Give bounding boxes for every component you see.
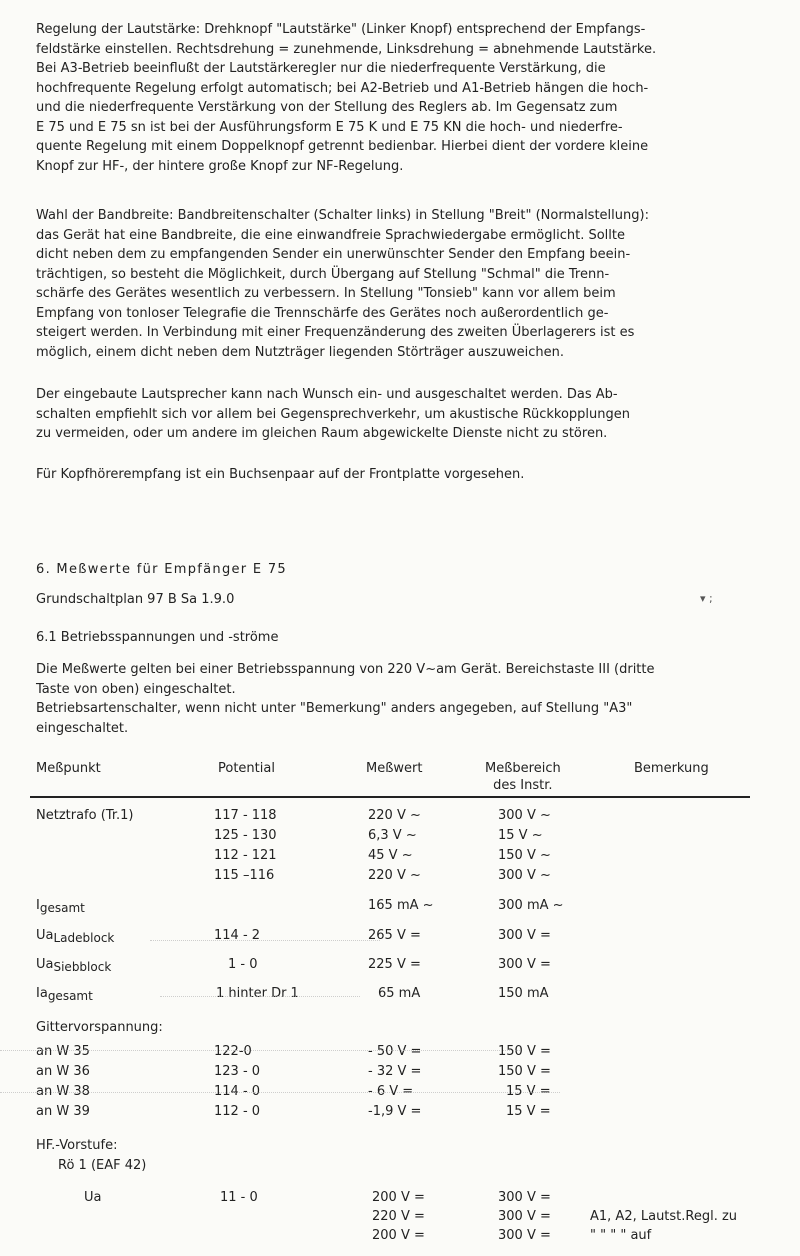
cell-messbereich: 300 V = [498,1190,551,1205]
text-line: zu vermeiden, oder um andere im gleichen Raum abgewickelte Dienste nicht zu stören. [36,426,608,441]
table-row [0,957,800,977]
text-line: das Gerät hat eine Bandbreite, die eine einwandfreie Sprachwiedergabe ermöglicht. Sollte [36,227,625,243]
row-label [36,986,93,1003]
text-line: schärfe des Gerätes wesentlich zu verbessern. In Stellung "Tonsieb" kann vor allem beim [36,286,616,301]
cell-potential: 125 - 130 [214,828,277,843]
cell-messwert: 165 mA ~ [368,898,434,913]
cell-messwert: 45 V ~ [368,848,413,863]
cell-messbereich: 150 mA [498,986,549,1001]
cell-messwert: - 6 V = [368,1084,414,1099]
cell-messwert: 200 V = [372,1190,425,1205]
cell-potential: 117 - 118 [214,808,277,823]
symbol-subscript: Siebblock [53,960,112,974]
stray-mark: ▾ ; [700,592,713,605]
text-line: hochfrequente Regelung erfolgt automatisch; bei A2-Betrieb und A1-Betrieb hängen die hoch- [36,80,649,96]
cell-potential: 1 hinter Dr 1 [216,986,299,1001]
tube-label: Rö 1 (EAF 42) [58,1158,147,1173]
text-line: feldstärke einstellen. Rechtsdrehung = zunehmende, Linksdrehung = abnehmende Lautstärke. [36,41,657,57]
table-row [0,928,800,948]
cell-messbereich: 300 V = [498,928,551,943]
cell-messwert: -1,9 V = [368,1104,422,1119]
row-label: Ua [84,1190,102,1205]
table-row [0,848,800,868]
cell-bemerkung: " " " " auf [590,1228,652,1243]
cell-messbereich: 300 V = [498,1228,551,1243]
text-line: Knopf zur HF-, der hintere große Knopf zur NF-Regelung. [36,158,404,174]
text-line: steigert werden. In Verbindung mit einer Frequenzänderung des zweiten Überlagerers ist es [36,325,635,340]
table-row [0,828,800,848]
intro-paragraph [36,660,756,738]
symbol-subscript: gesamt [47,989,93,1003]
table-row [0,868,800,888]
column-header-messbereich-line1: Meßbereich [485,761,561,776]
scan-noise [0,1050,520,1052]
cell-bemerkung: A1, A2, Lautst.Regl. zu [590,1209,738,1224]
text-line: Betriebsartenschalter, wenn nicht unter "Bemerkung" anders angegeben, auf Stellung "A3" [36,701,633,716]
cell-messbereich: 150 V ~ [498,848,551,863]
table-row [0,808,800,828]
cell-messbereich: 150 V = [498,1044,551,1059]
paragraph-bandwidth [36,206,756,362]
symbol: Ua [36,928,54,943]
cell-messbereich: 15 V ~ [498,828,543,843]
cell-messwert: 220 V ~ [368,808,421,823]
cell-potential: 123 - 0 [214,1064,261,1079]
row-label [36,957,111,974]
cell-messwert: 220 V ~ [368,868,421,883]
column-header-messwert: Meßwert [366,761,423,776]
header-rule [30,796,750,798]
row-label: an W 35 [36,1044,90,1059]
table-row [0,1084,800,1104]
group-label-gittervorspannung: Gittervorspannung: [36,1020,163,1035]
cell-messwert: 200 V = [372,1228,425,1243]
text-line: Taste von oben) eingeschaltet. [36,681,236,697]
text-line: Für Kopfhörerempfang ist ein Buchsenpaar auf der Frontplatte vorgesehen. [36,467,525,482]
cell-messbereich: 15 V = [506,1084,551,1099]
schematic-reference: Grundschaltplan 97 B Sa 1.9.0 [36,592,235,607]
table-row [0,986,800,1006]
cell-messwert: 220 V = [372,1209,425,1224]
row-label [36,898,85,915]
row-label: Netztrafo (Tr.1) [36,808,134,823]
symbol: Ua [36,957,54,972]
scan-noise [0,1092,560,1094]
symbol-subscript: Ladeblock [53,931,115,945]
symbol: Ia [36,986,48,1001]
symbol: I [36,898,40,913]
cell-messbereich: 300 V = [498,1209,551,1224]
row-label: an W 36 [36,1064,90,1079]
table-row [0,1104,800,1124]
column-header-messbereich-line2: des Instr. [493,778,553,793]
table-row [0,1228,800,1248]
row-label: an W 39 [36,1104,90,1119]
cell-potential: 122-0 [214,1044,252,1059]
text-line: Wahl der Bandbreite: Bandbreitenschalter (Schalter links) in Stellung "Breit" (Normalstellung): [36,208,649,223]
cell-messbereich: 300 V ~ [498,808,551,823]
cell-potential: 114 - 0 [214,1084,261,1099]
cell-potential: 11 - 0 [220,1190,258,1205]
row-label [36,928,114,945]
scan-noise [160,996,360,998]
cell-messbereich: 300 V = [498,957,551,972]
column-header-potential: Potential [218,761,275,776]
column-header-messbereich [485,760,561,794]
text-line: E 75 und E 75 sn ist bei der Ausführungsform E 75 K und E 75 KN die hoch- und niederfre- [36,119,623,135]
section-heading: 6. Meßwerte für Empfänger E 75 [36,562,287,577]
text-line: quente Regelung mit einem Doppelknopf getrennt bedienbar. Hierbei dient der vordere kleine [36,139,649,154]
subsection-heading: 6.1 Betriebsspannungen und -ströme [36,630,279,645]
text-line: Bei A3-Betrieb beeinflußt der Lautstärkeregler nur die niederfrequente Verstärkung, die [36,61,606,76]
paragraph-speaker [36,385,756,444]
cell-potential: 112 - 0 [214,1104,261,1119]
column-header-bemerkung: Bemerkung [634,761,709,776]
cell-messwert: - 50 V = [368,1044,422,1059]
table-row [0,1209,800,1229]
paragraph-headphones [36,465,756,485]
symbol-subscript: gesamt [39,901,85,915]
text-line: und die niederfrequente Verstärkung von der Stellung des Reglers ab. Im Gegensatz zum [36,100,618,115]
cell-messwert: 225 V = [368,957,421,972]
cell-messbereich: 300 V ~ [498,868,551,883]
scan-noise [150,940,380,942]
cell-messwert: 6,3 V ~ [368,828,417,843]
text-line: dicht neben dem zu empfangenden Sender ein unerwünschter Sender den Empfang beein- [36,247,631,262]
cell-messwert: 65 mA [378,986,421,1001]
cell-messbereich: 150 V = [498,1064,551,1079]
cell-messbereich: 300 mA ~ [498,898,564,913]
text-line: Regelung der Lautstärke: Drehknopf "Lautstärke" (Linker Knopf) entsprechend der Empfangs- [36,22,646,37]
cell-messwert: 265 V = [368,928,421,943]
cell-potential: 114 - 2 [214,928,261,943]
cell-potential: 1 - 0 [228,957,258,972]
table-row [0,898,800,918]
cell-potential: 115 –116 [214,868,275,883]
cell-messwert: - 32 V = [368,1064,422,1079]
cell-potential: 112 - 121 [214,848,277,863]
text-line: Der eingebaute Lautsprecher kann nach Wunsch ein- und ausgeschaltet werden. Das Ab- [36,387,618,402]
table-row [0,1044,800,1064]
text-line: Empfang von tonloser Telegrafie die Trennschärfe des Gerätes noch außerordentlich ge- [36,305,609,321]
column-header-messpunkt: Meßpunkt [36,761,101,776]
text-line: eingeschaltet. [36,720,129,736]
table-row [0,1190,800,1210]
group-label-hf-vorstufe: HF.-Vorstufe: [36,1138,118,1153]
text-line: trächtigen, so besteht die Möglichkeit, durch Übergang auf Stellung "Schmal" die Trenn- [36,266,610,282]
text-line: schalten empfiehlt sich vor allem bei Gegensprechverkehr, um akustische Rückkopplungen [36,406,630,422]
cell-messbereich: 15 V = [506,1104,551,1119]
table-row [0,1064,800,1084]
text-line: möglich, einem dicht neben dem Nutzträger liegenden Störträger auszuweichen. [36,344,564,360]
row-label: an W 38 [36,1084,90,1099]
text-line: Die Meßwerte gelten bei einer Betriebsspannung von 220 V~am Gerät. Bereichstaste III (dritte [36,662,655,677]
paragraph-volume [36,20,756,176]
